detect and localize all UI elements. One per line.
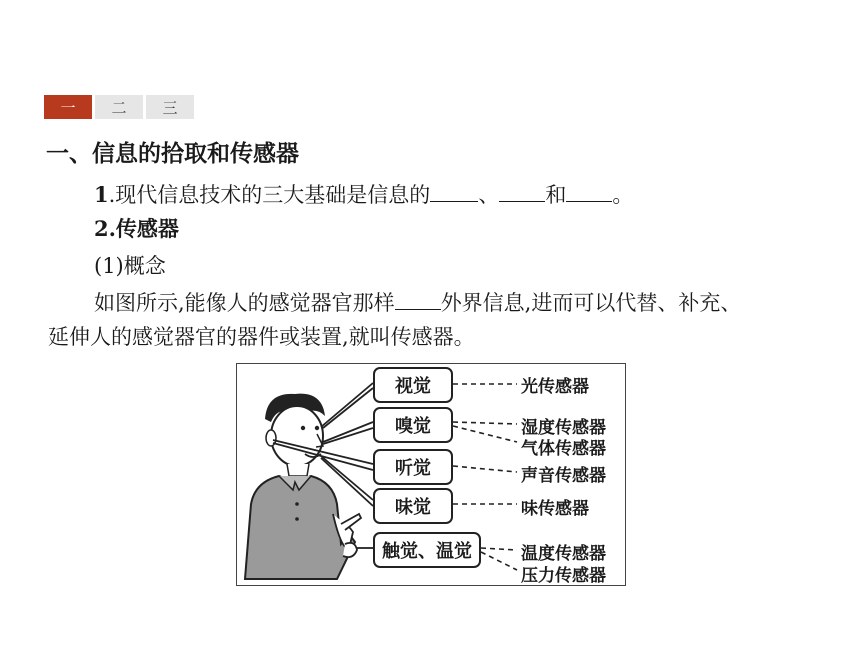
tab-1[interactable]: 一 — [44, 95, 92, 119]
section-heading: 一、信息的拾取和传感器 — [46, 141, 299, 167]
sense-box-smell: 嗅觉 — [373, 407, 453, 443]
tab-3[interactable]: 三 — [146, 95, 194, 119]
blank-2 — [499, 183, 545, 202]
definition-line-2: 延伸人的感觉器官的器件或装置,就叫传感器。 — [48, 325, 475, 349]
sensor-humidity: 湿度传感器 — [521, 418, 606, 438]
sensor-pressure: 压力传感器 — [521, 566, 606, 586]
question-1-sep2: 和 — [545, 183, 567, 207]
question-1-end: 。 — [612, 183, 634, 207]
definition-text-a: 如图所示,能像人的感觉器官那样 — [94, 291, 395, 315]
definition-text-b: 外界信息,进而可以代替、补充、 — [440, 291, 742, 315]
question-2-number: 2 — [94, 216, 109, 241]
sensor-taste: 味传感器 — [521, 499, 589, 519]
definition-line-1 — [94, 290, 741, 316]
tab-2[interactable]: 二 — [95, 95, 143, 119]
blank-3 — [566, 183, 612, 202]
pointing-hand-shape — [341, 514, 361, 530]
sense-box-touch-temperature: 触觉、温觉 — [373, 532, 481, 568]
question-1 — [94, 182, 633, 208]
sensor-gas: 气体传感器 — [521, 439, 606, 459]
blank-4 — [395, 291, 441, 310]
sense-box-hearing: 听觉 — [373, 449, 453, 485]
sensor-light: 光传感器 — [521, 377, 589, 397]
question-1-number: 1 — [94, 182, 109, 207]
section-tabs — [44, 95, 194, 119]
neck-shape — [287, 464, 309, 476]
question-2-title — [94, 216, 179, 242]
blank-1 — [430, 183, 478, 202]
sense-box-sight: 视觉 — [373, 367, 453, 403]
concept-label: (1)概念 — [94, 254, 166, 278]
sensor-temperature: 温度传感器 — [521, 544, 606, 564]
question-1-sep1: 、 — [478, 183, 500, 207]
sensor-sound: 声音传感器 — [521, 466, 606, 486]
fist-shape — [343, 543, 357, 557]
eye-left — [301, 426, 305, 430]
sense-box-taste: 味觉 — [373, 488, 453, 524]
eye-right — [315, 426, 319, 430]
question-1-text: .现代信息技术的三大基础是信息的 — [108, 183, 431, 207]
question-2-label: .传感器 — [108, 216, 179, 241]
sensor-figure — [236, 363, 626, 586]
